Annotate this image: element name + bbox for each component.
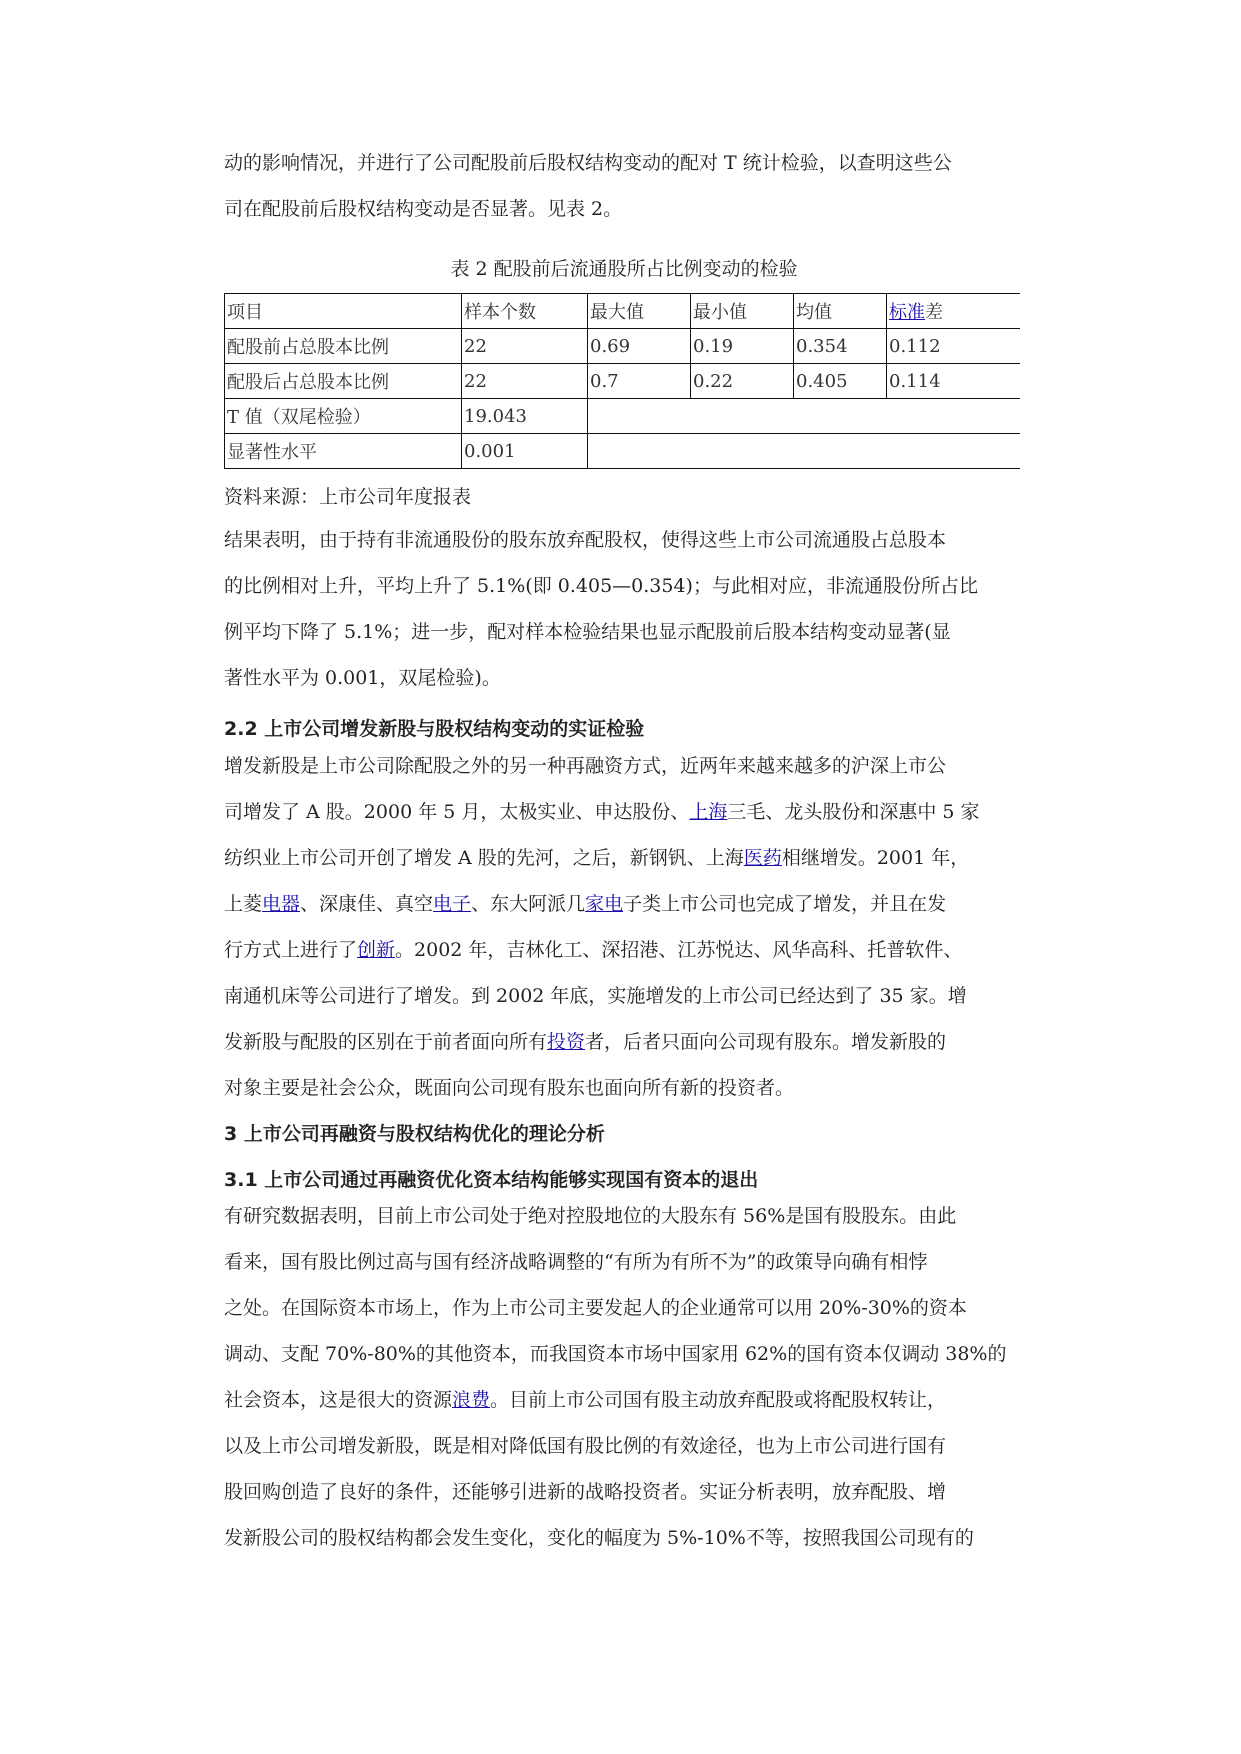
text-line: 南通机床等公司进行了增发。到 2002 年底，实施增发的上市公司已经达到了 35 家。增 xyxy=(224,985,967,1007)
table-cell: 0.354 xyxy=(794,329,887,364)
table-cell: 配股后占总股本比例 xyxy=(225,364,462,399)
text-line: 发新股公司的股权结构都会发生变化，变化的幅度为 5%-10%不等，按照我国公司现有的 xyxy=(224,1527,974,1549)
table-cell: 0.22 xyxy=(691,364,794,399)
table-cell: 0.001 xyxy=(462,434,588,469)
table-cell: 0.112 xyxy=(887,329,1021,364)
text-line: 例平均下降了 5.1%；进一步，配对样本检验结果也显示配股前后股本结构变动显著(显 xyxy=(224,621,951,643)
text-line: 对象主要是社会公众，既面向公司现有股东也面向所有新的投资者。 xyxy=(224,1077,795,1099)
text-line: 以及上市公司增发新股，既是相对降低国有股比例的有效途径，也为上市公司进行国有 xyxy=(224,1435,947,1457)
header-overflow: 差 xyxy=(925,302,943,323)
table-row-t-value xyxy=(225,399,1021,434)
text-line: 之处。在国际资本市场上，作为上市公司主要发起人的企业通常可以用 20%-30%的资本 xyxy=(224,1297,967,1319)
text-line: 社会资本，这是很大的资源浪费。目前上市公司国有股主动放弃配股或将配股权转让， xyxy=(224,1389,947,1411)
header-cell-std xyxy=(887,294,1021,329)
table-source: 资料来源：上市公司年度报表 xyxy=(224,486,472,508)
link-waste[interactable]: 浪费 xyxy=(452,1389,491,1411)
link-electronics[interactable]: 电子 xyxy=(433,893,472,915)
text-line: 著性水平为 0.001，双尾检验)。 xyxy=(224,667,501,689)
table-row-significance xyxy=(225,434,1021,469)
text-line: 增发新股是上市公司除配股之外的另一种再融资方式，近两年来越来越多的沪深上市公 xyxy=(224,755,947,777)
table-cell: 0.405 xyxy=(794,364,887,399)
link-investment[interactable]: 投资 xyxy=(547,1031,586,1053)
table-cell: T 值（双尾检验） xyxy=(225,399,462,434)
text-line: 纺织业上市公司开创了增发 A 股的先河，之后，新钢钒、上海医药相继增发。2001 年， xyxy=(224,847,970,869)
text-line: 股回购创造了良好的条件，还能够引进新的战略投资者。实证分析表明，放弃配股、增 xyxy=(224,1481,947,1503)
text-line: 行方式上进行了创新。2002 年，吉林化工、深招港、江苏悦达、风华高科、托普软件、 xyxy=(224,939,963,961)
text-line: 司在配股前后股权结构变动是否显著。见表 2。 xyxy=(224,198,623,220)
text-line: 的比例相对上升，平均上升了 5.1%(即 0.405—0.354)；与此相对应，非流通股份所占比 xyxy=(224,575,978,597)
table-cell: 0.7 xyxy=(588,364,691,399)
table-header-row xyxy=(225,294,1021,329)
text-line: 发新股与配股的区别在于前者面向所有投资者，后者只面向公司现有股东。增发新股的 xyxy=(224,1031,947,1053)
table-2 xyxy=(224,293,1020,469)
table-cell: 0.69 xyxy=(588,329,691,364)
link-pharma[interactable]: 医药 xyxy=(743,847,782,869)
header-cell: 最大值 xyxy=(588,294,691,329)
table-cell: 22 xyxy=(462,329,588,364)
header-cell: 最小值 xyxy=(691,294,794,329)
text-line: 有研究数据表明，目前上市公司处于绝对控股地位的大股东有 56%是国有股股东。由此 xyxy=(224,1205,957,1227)
link-shanghai[interactable]: 上海 xyxy=(689,801,728,823)
table-caption: 表 2 配股前后流通股所占比例变动的检验 xyxy=(450,258,798,280)
paragraph-seo xyxy=(224,743,1024,1111)
table-cell: 0.114 xyxy=(887,364,1021,399)
std-link[interactable]: 标准 xyxy=(889,302,925,323)
table-cell: 配股前占总股本比例 xyxy=(225,329,462,364)
paragraph-intro xyxy=(224,140,1024,232)
text-line: 调动、支配 70%-80%的其他资本，而我国资本市场中国家用 62%的国有资本仅调动 38%的 xyxy=(224,1343,1007,1365)
text-line: 看来，国有股比例过高与国有经济战略调整的“有所为有所不为”的政策导向确有相悖 xyxy=(224,1251,928,1273)
section-heading-3: 3 上市公司再融资与股权结构优化的理论分析 xyxy=(224,1123,605,1145)
table-cell: 22 xyxy=(462,364,588,399)
table-row xyxy=(225,329,1021,364)
paragraph-results xyxy=(224,517,1024,701)
header-cell: 均值 xyxy=(794,294,887,329)
text-line: 司增发了 A 股。2000 年 5 月，太极实业、申达股份、上海三毛、龙头股份和深惠中 5 家 xyxy=(224,801,980,823)
table-2-container xyxy=(224,293,1020,473)
link-innovation[interactable]: 创新 xyxy=(357,939,396,961)
text-line: 动的影响情况，并进行了公司配股前后股权结构变动的配对 T 统计检验，以查明这些公 xyxy=(224,152,952,174)
link-appliance[interactable]: 电器 xyxy=(262,893,301,915)
paragraph-state-capital xyxy=(224,1193,1024,1561)
text-line: 上菱电器、深康佳、真空电子、东大阿派几家电子类上市公司也完成了增发，并且在发 xyxy=(224,893,947,915)
table-cell: 显著性水平 xyxy=(225,434,462,469)
empty-cell xyxy=(588,399,1021,434)
section-heading-3-1: 3.1 上市公司通过再融资优化资本结构能够实现国有资本的退出 xyxy=(224,1169,759,1191)
text-line: 结果表明，由于持有非流通股份的股东放弃配股权，使得这些上市公司流通股占总股本 xyxy=(224,529,947,551)
table-cell: 19.043 xyxy=(462,399,588,434)
empty-cell xyxy=(588,434,1021,469)
section-heading-2-2: 2.2 上市公司增发新股与股权结构变动的实证检验 xyxy=(224,718,645,740)
table-row xyxy=(225,364,1021,399)
header-cell: 项目 xyxy=(225,294,462,329)
link-home-appliance[interactable]: 家电 xyxy=(585,893,624,915)
table-cell: 0.19 xyxy=(691,329,794,364)
header-cell: 样本个数 xyxy=(462,294,588,329)
